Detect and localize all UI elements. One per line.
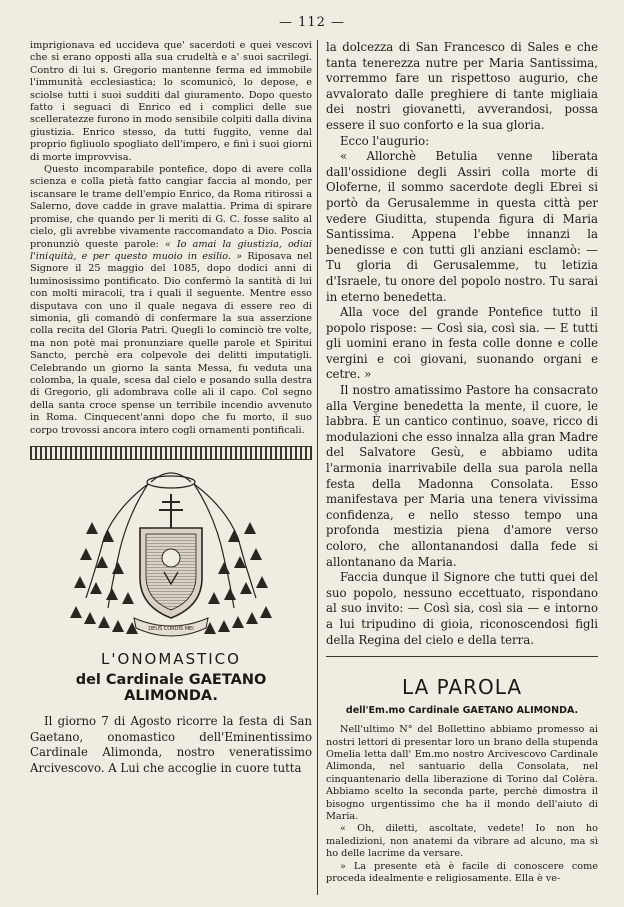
left-column xyxy=(30,40,312,776)
right-paragraph-2: Ecco l'augurio: xyxy=(340,133,430,148)
right-paragraph-8: « Oh, diletti, ascoltate, vedete! Io non ho maledizioni, non anatemi da vibrare ad alcuno, ma sì ho delle lacrime da versare. xyxy=(326,823,598,860)
parola-subheading: dell'Em.mo Cardinale GAETANO ALIMONDA. xyxy=(345,705,579,717)
right-paragraph-7: Nell'ultimo N° del Bollettino abbiamo promesso ai nostri lettori di presentar loro un brano della stupenda Omelia letta dall' Em.mo nostro Arcivescovo Cardinale Alimonda, nel santuario della Consolata, nel cinquantenario della liberazione di Torino dal Colèra. Abbiamo scelto la seconda parte, perchè dimostra il bisogno urgentissimo che ha il mondo dell'aiuto di Maria. xyxy=(326,724,598,822)
onomastico-heading: L'ONOMASTICO xyxy=(101,650,241,668)
ornamental-divider xyxy=(30,446,312,460)
right-column xyxy=(326,40,598,885)
gregorio-last-words-quote: « Io amai la giustizia, odiai l'iniquità, e per questo muoio in esilio. » xyxy=(30,238,312,262)
left-paragraph-1: imprigionava ed uccideva que' sacerdoti e quei vescovi che si erano opposti alla sua crudeltà e a' suoi sacrilegi. Contro di lui s. Gregorio mantenne ferma ed immobile l'immunità ecclesiastica; lo scomunicò, lo depose, e sciolse tutti i suoi sudditi dal giuramento. Dopo questo fatto i seguaci di Enrico ed i complici delle sue scelleratezze furono in modo sensibile colpiti dalla divina giustizia. Enrico stesso, da tutti fuggito, venne dal proprio figliuolo spogliato dell'impero, e finì i suoi giorni di morte improvvisa. xyxy=(30,40,312,163)
cardinal-coat-of-arms xyxy=(56,468,286,646)
page-number: — 112 — xyxy=(278,15,346,30)
left-paragraph-2-text-a: Questo incomparabile pontefice, dopo di avere colla scienza e colla pietà fatto cangiar faccia al mondo, per iscansare le trame dell'empio Enrico, da Roma ritirossi a Salerno, dove cadde in grave malattia. Prima di spirare promise, che quando per li meriti di G. C. fosse salito al cielo, gli avrebbe vivamente raccomandato a Dio. Poscia pronunziò queste parole: xyxy=(30,164,312,250)
onomastico-subheading: del Cardinale GAETANO ALIMONDA. xyxy=(75,672,267,704)
crest-motto: DEUS CORDIS MEI xyxy=(148,626,194,632)
right-paragraph-5: Il nostro amatissimo Pastore ha consacrato alla Vergine benedetta la mente, il cuore, le labbra. È un cantico continuo, soave, ricco di modulazioni che esso innalza alla gran Madre del Salvatore Gesù, e abbiamo udita l'armonia inarrivabile della sua parola nella festa della Madonna Consolata. Esso manifestava per Maria una tenera vivissima confidenza, e nello stesso tempo una profonda mestizia piena d'amore verso coloro, che allontanandosi dalla fede si allontanano da Maria. xyxy=(326,383,598,569)
column-divider xyxy=(317,40,318,895)
section-rule-top xyxy=(326,656,598,657)
left-paragraph-2-text-b: Riposava nel Signore il 25 maggio del 1085, dopo dodici anni di luminosissimo pontificato. Dio confermò la santità di lui con molti miracoli, tra i quali il seguente. Mentre esso disputava con uno il quale negava di essere reo di simonia, gli comandò di confermare la sua asserzione colla recita del Gloria Patri. Quegli lo cominciò tre volte, ma non potè mai pronunziare quelle parole et Spiritui Sancto, perchè era colpevole dei delitti imputatigli. Celebrando un giorno la santa Messa, fu veduta una colomba, la quale, scesa dal cielo e posando sulla destra di Gregorio, gli adombrava colle ali il capo. Col segno della santa croce spense un terribile incendio avvenuto in Roma. Cinquecent'anni dopo che fu morto, il suo corpo trovossi ancora intero cogli ornamenti pontificali. xyxy=(30,250,312,436)
right-paragraph-6: Faccia dunque il Signore che tutti quei del suo popolo, nessuno eccettuato, rispondano al suo invito: — Così sia, così sia — e intorno a lui tripudino di gioia, riconoscendosi figli della Regina del cielo e della terra. xyxy=(326,570,598,647)
right-paragraph-9: » La presente età è facile di conoscere come proceda idealmente e religiosamente. Ella è ve- xyxy=(326,860,598,885)
right-paragraph-3: « Allorchè Betulia venne liberata dall'ossidione degli Assiri colla morte di Oloferne, il sommo sacerdote degli Ebrei si portò da Gerusalemme in questa città per vedere Giuditta, stupenda figura di Maria Santissima. Appena l'ebbe innanzi la benedisse e con tutti gli anziani esclamò: — Tu gloria di Gerusalemme, tu letizia d'Israele, tu onore del popolo nostro. Tu sarai in eterno benedetta. xyxy=(326,149,598,304)
left-paragraph-3: Il giorno 7 di Agosto ricorre la festa di San Gaetano, onomastico dell'Eminentissimo Cardinale Alimonda, nostro veneratissimo Arcivescovo. A Lui che accoglie in cuore tutta xyxy=(30,714,312,775)
right-paragraph-1: la dolcezza di San Francesco di Sales e che tanta tenerezza nutre per Maria Santissima, vorremmo fare un rispettoso augurio, che avvalorato dalle preghiere di tante migliaia dei nostri giovanetti, avverandosi, possa essere il suo conforto e la sua gloria. xyxy=(326,40,598,132)
right-paragraph-4: Alla voce del grande Pontefice tutto il popolo rispose: — Così sia, così sia. — E tutti gli uomini erano in festa colle donne e colle vergini e coi giovani, suonando organi e cetre. » xyxy=(326,305,598,382)
parola-heading: LA PAROLA xyxy=(401,675,523,700)
left-paragraph-2 xyxy=(30,164,312,437)
